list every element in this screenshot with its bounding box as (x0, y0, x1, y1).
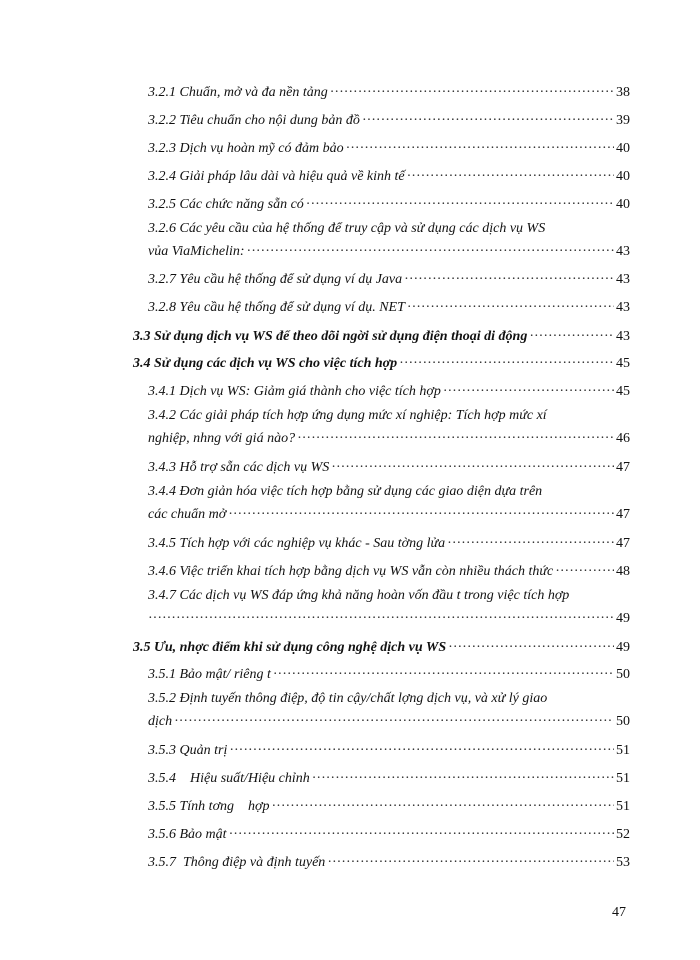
toc-entry-3-5-5[interactable] (148, 798, 630, 815)
toc-entry-page: 49 (616, 611, 630, 626)
toc-entry-page: 53 (616, 855, 630, 870)
toc-entry-title-line2: dịch (148, 714, 173, 729)
toc-entry-title: 3.4.1 Dịch vụ WS: Giảm giá thành cho việc tích hợp (148, 384, 441, 399)
toc-leader-dots (174, 713, 614, 730)
toc-leader-dots (247, 243, 614, 260)
toc-entry-page: 43 (616, 272, 630, 287)
toc-leader-dots (273, 666, 614, 683)
toc-entry-title: 3.4.3 Hỗ trợ sẵn các dịch vụ WS (148, 460, 330, 475)
toc-leader-dots (447, 535, 614, 552)
toc-entry-3-2-3[interactable] (148, 140, 630, 157)
toc-entry-page: 40 (616, 169, 630, 184)
toc-entry-page: 45 (616, 384, 630, 399)
toc-entry-title: 3.2.5 Các chức năng sẵn có (148, 197, 304, 212)
toc-leader-dots (407, 299, 614, 316)
toc-entry-title-line2: vủa ViaMichelin: (148, 244, 245, 259)
toc-entry-page: 52 (616, 827, 630, 842)
toc-entry-page: 40 (616, 197, 630, 212)
toc-entry-3-2-1[interactable] (148, 84, 630, 101)
toc-entry-3-4-2[interactable] (148, 407, 630, 447)
toc-leader-dots (362, 112, 614, 129)
toc-leader-dots (407, 168, 614, 185)
toc-entry-title-line1: 3.2.6 Các yêu cầu của hệ thống để truy cập và sử dụng các dịch vụ WS (148, 221, 546, 236)
toc-entry-3-2-6[interactable] (148, 220, 630, 260)
toc-entry-title: 3.2.7 Yêu cầu hệ thống để sử dụng ví dụ Java (148, 272, 403, 287)
toc-entry-page: 43 (616, 300, 630, 315)
toc-entry-page: 47 (616, 536, 630, 551)
toc-entry-title: 3.2.8 Yêu cầu hệ thống để sử dụng ví dụ. NET (148, 300, 405, 315)
toc-leader-dots (529, 328, 614, 345)
toc-entry-3-2-2[interactable] (148, 112, 630, 129)
page-number: 47 (612, 905, 626, 920)
toc-entry-title: 3.4.5 Tích hợp với các nghiệp vụ khác - Sau tờng lửa (148, 536, 446, 551)
toc-entry-title: 3.5.7 Thông điệp và định tuyến (148, 855, 326, 870)
toc-entry-page: 50 (616, 667, 630, 682)
toc-leader-dots (330, 84, 614, 101)
toc-entry-page: 49 (616, 640, 630, 655)
toc-entry-3-5-6[interactable] (148, 826, 630, 843)
toc-entry-title-line1: 3.4.4 Đơn giản hóa việc tích hợp bằng sử dụng các giao diện dựa trên (148, 484, 543, 499)
toc-entry-3-3[interactable] (133, 328, 630, 345)
toc-entry-title: 3.5.3 Quản trị (148, 743, 228, 758)
toc-leader-dots (312, 770, 614, 787)
toc-entry-title-line1: 3.5.2 Định tuyến thông điệp, độ tin cậy/chất lợng dịch vụ, và xử lý giao (148, 691, 548, 706)
toc-entry-3-2-4[interactable] (148, 168, 630, 185)
toc-entry-page: 43 (616, 329, 630, 344)
toc-entry-title: 3.2.1 Chuẩn, mở và đa nền tảng (148, 85, 328, 100)
toc-entry-page: 47 (616, 460, 630, 475)
toc-entry-title-line2: các chuẩn mở (148, 507, 227, 522)
toc-entry-page: 39 (616, 113, 630, 128)
toc-entry-3-4-1[interactable] (148, 383, 630, 400)
toc-entry-3-4-4[interactable] (148, 483, 630, 523)
toc-entry-title: 3.2.3 Dịch vụ hoàn mỹ có đảm bảo (148, 141, 344, 156)
toc-entry-page: 50 (616, 714, 630, 729)
toc-entry-title: 3.5.5 Tính tơng hợp (148, 799, 270, 814)
toc-entry-3-2-8[interactable] (148, 299, 630, 316)
toc-entry-3-4[interactable] (133, 355, 630, 372)
toc-leader-dots (443, 383, 614, 400)
toc-entry-title: 3.5.6 Bảo mật (148, 827, 227, 842)
toc-entry-title: 3.2.2 Tiêu chuẩn cho nội dung bản đồ (148, 113, 360, 128)
toc-entry-3-2-7[interactable] (148, 271, 630, 288)
toc-leader-dots (555, 563, 614, 580)
toc-entry-page: 47 (616, 507, 630, 522)
toc-entry-3-5-2[interactable] (148, 690, 630, 730)
toc-entry-title: 3.4 Sử dụng các dịch vụ WS cho việc tích hợp (133, 356, 398, 371)
toc-entry-3-5[interactable] (133, 639, 630, 656)
toc-entry-title: 3.2.4 Giải pháp lâu dài và hiệu quả về kinh tế (148, 169, 405, 184)
toc-entry-title: 3.4.6 Việc triển khai tích hợp bằng dịch vụ WS vẫn còn nhiều thách thức (148, 564, 554, 579)
toc-leader-dots (327, 854, 614, 871)
toc-entry-page: 46 (616, 431, 630, 446)
toc-entry-page: 51 (616, 771, 630, 786)
toc-entry-3-5-1[interactable] (148, 666, 630, 683)
toc-entry-title: 3.5.4 Hiệu suất/Hiệu chỉnh (148, 771, 310, 786)
toc-entry-title: 3.5 Ưu, nhợc điểm khi sử dụng công nghệ dịch vụ WS (133, 640, 447, 655)
toc-entry-page: 40 (616, 141, 630, 156)
toc-entry-title-line2: nghiệp, nhng với giá nào? (148, 431, 296, 446)
toc-entry-3-5-4[interactable] (148, 770, 630, 787)
toc-leader-dots (404, 271, 614, 288)
toc-leader-dots (148, 610, 614, 627)
toc-entry-page: 48 (616, 564, 630, 579)
toc-entry-3-5-7[interactable] (148, 854, 630, 871)
toc-leader-dots (346, 140, 614, 157)
toc-entry-3-4-5[interactable] (148, 535, 630, 552)
toc-entry-page: 38 (616, 85, 630, 100)
toc-leader-dots (448, 639, 614, 656)
toc-entry-3-4-6[interactable] (148, 563, 630, 580)
toc-leader-dots (272, 798, 614, 815)
toc-entry-page: 43 (616, 244, 630, 259)
toc-entry-title-line1: 3.4.2 Các giải pháp tích hợp ứng dụng mức xí nghiệp: Tích hợp mức xí (148, 408, 547, 423)
toc-leader-dots (228, 506, 614, 523)
toc-entry-page: 51 (616, 799, 630, 814)
toc-entry-title: 3.5.1 Bảo mật/ riêng t (148, 667, 271, 682)
toc-leader-dots (229, 742, 614, 759)
toc-leader-dots (399, 355, 614, 372)
toc-leader-dots (229, 826, 614, 843)
toc-entry-page: 51 (616, 743, 630, 758)
toc-entry-page: 45 (616, 356, 630, 371)
toc-entry-3-4-3[interactable] (148, 459, 630, 476)
toc-entry-title: 3.3 Sử dụng dịch vụ WS để theo dõi ngời sử dụng điện thoại di động (133, 329, 528, 344)
toc-entry-title-line1: 3.4.7 Các dịch vụ WS đáp ứng khả năng hoàn vốn đầu t trong việc tích hợp (148, 588, 570, 603)
toc-entry-3-5-3[interactable] (148, 742, 630, 759)
toc-entry-3-4-7[interactable] (148, 587, 630, 627)
toc-leader-dots (297, 430, 614, 447)
toc-leader-dots (306, 196, 614, 213)
toc-entry-3-2-5[interactable] (148, 196, 630, 213)
toc-leader-dots (331, 459, 614, 476)
